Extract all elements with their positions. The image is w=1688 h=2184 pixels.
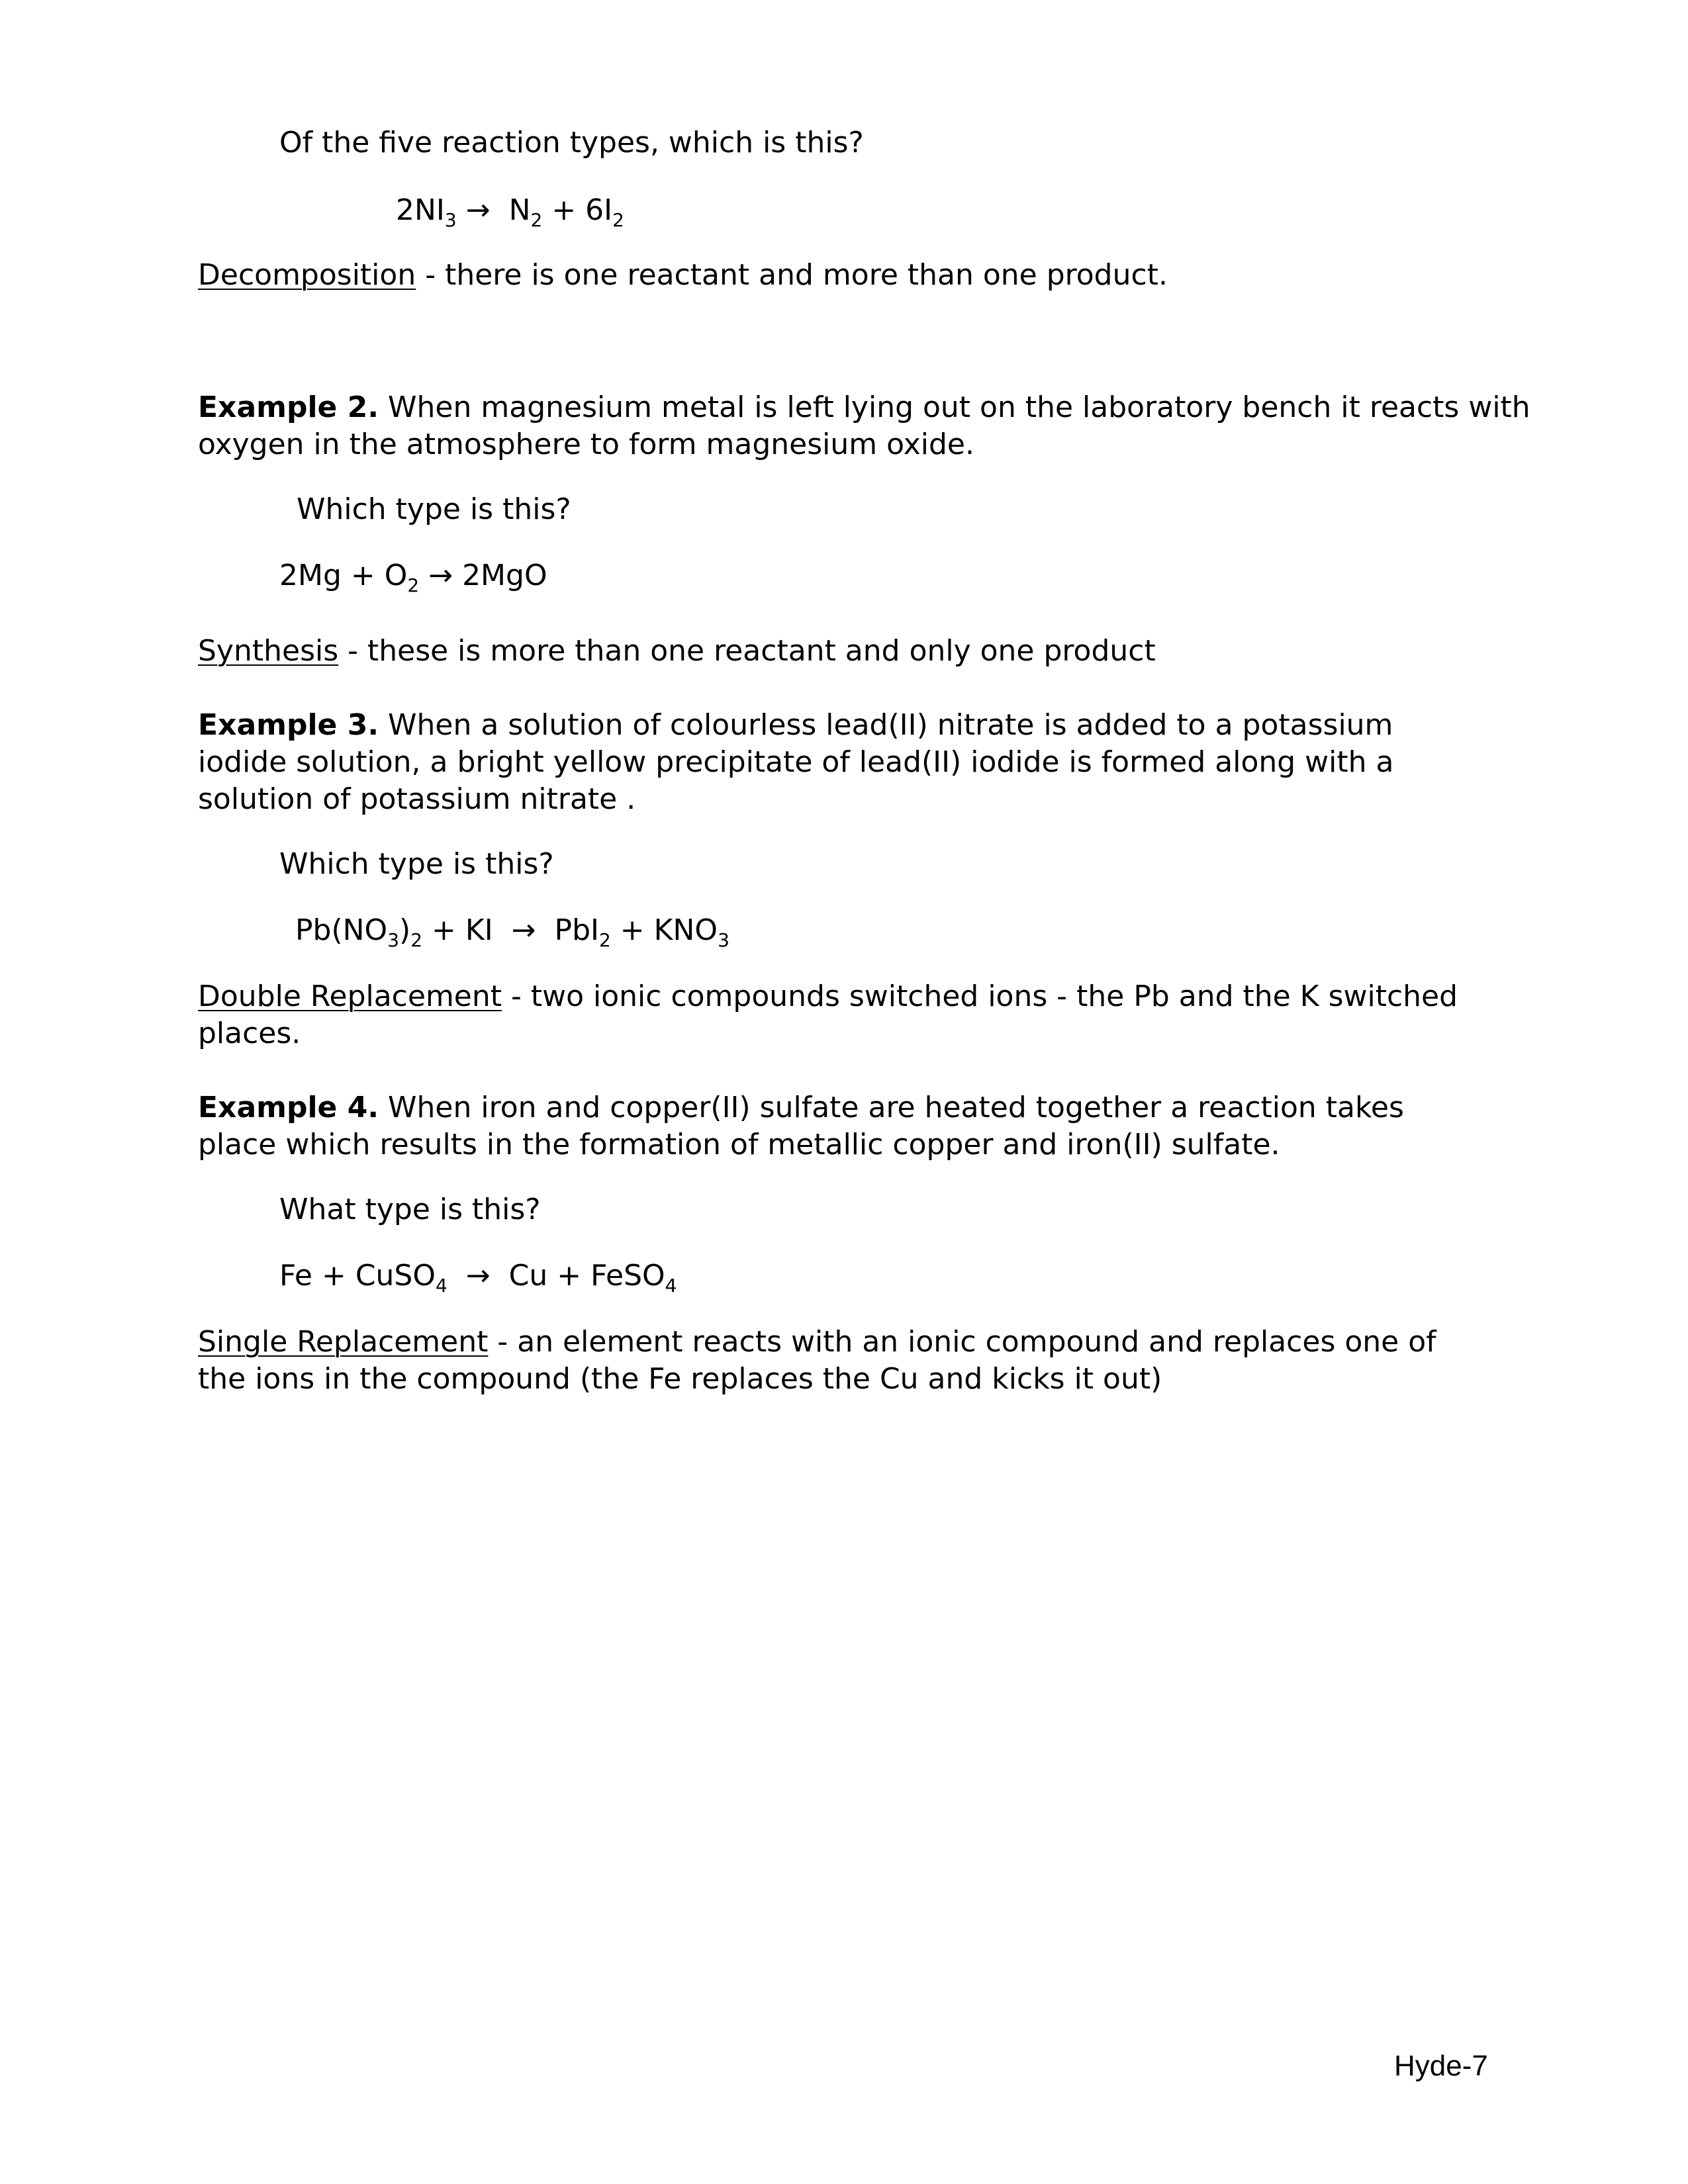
q1-question: Of the five reaction types, which is this? bbox=[279, 126, 864, 159]
example-4-answer-line2: the ions in the compound (the Fe replaces the Cu and kicks it out) bbox=[198, 1362, 1162, 1396]
example-2-line2: oxygen in the atmosphere to form magnesium oxide. bbox=[198, 428, 974, 461]
example-4-question: What type is this? bbox=[279, 1193, 541, 1226]
example-3-answer-line1: Double Replacement - two ionic compounds switched ions - the Pb and the K switched bbox=[198, 979, 1458, 1013]
example-2-answer: Synthesis - these is more than one reactant and only one product bbox=[198, 634, 1156, 668]
page-number: Hyde-7 bbox=[1394, 2050, 1488, 2082]
example-2-equation: $2Mg + O_2 \to 2MgO$ bbox=[279, 559, 547, 596]
example-2-line1: Example 2. When magnesium metal is left lying out on the laboratory bench it reacts with bbox=[198, 390, 1530, 424]
answer-term: Synthesis bbox=[198, 634, 339, 668]
example-4-answer-line1: Single Replacement - an element reacts with an ionic compound and replaces one of bbox=[198, 1325, 1436, 1359]
answer-term: Double Replacement bbox=[198, 979, 502, 1013]
example-3-answer-line2: places. bbox=[198, 1017, 301, 1050]
example-3-question: Which type is this? bbox=[279, 847, 554, 881]
example-3-line3: solution of potassium nitrate . bbox=[198, 782, 636, 816]
answer-term: Single Replacement bbox=[198, 1325, 489, 1359]
answer-term: Decomposition bbox=[198, 258, 416, 292]
q1-equation: $2NI_3 \to N_2 + 6I_2$ bbox=[396, 193, 624, 231]
example-4-line2: place which results in the formation of metallic copper and iron(II) sulfate. bbox=[198, 1128, 1280, 1161]
example-2-question: Which type is this? bbox=[297, 492, 571, 526]
example-4-equation: Fe + CuSO$_4$ → Cu + FeSO$_4$ bbox=[279, 1259, 677, 1297]
example-label: Example 2. bbox=[198, 390, 379, 424]
example-3-equation: $Pb(NO_3)_2$ + KI → $PbI_2 + KNO_3$ bbox=[295, 913, 729, 951]
example-3-line1: Example 3. When a solution of colourless lead(II) nitrate is added to a potassium bbox=[198, 708, 1393, 742]
q1-answer: Decomposition - there is one reactant and more than one product. bbox=[198, 258, 1168, 292]
example-3-line2: iodide solution, a bright yellow precipitate of lead(II) iodide is formed along with a bbox=[198, 745, 1394, 779]
example-label: Example 4. bbox=[198, 1091, 379, 1124]
example-4-line1: Example 4. When iron and copper(II) sulfate are heated together a reaction takes bbox=[198, 1091, 1404, 1124]
example-label: Example 3. bbox=[198, 708, 379, 742]
